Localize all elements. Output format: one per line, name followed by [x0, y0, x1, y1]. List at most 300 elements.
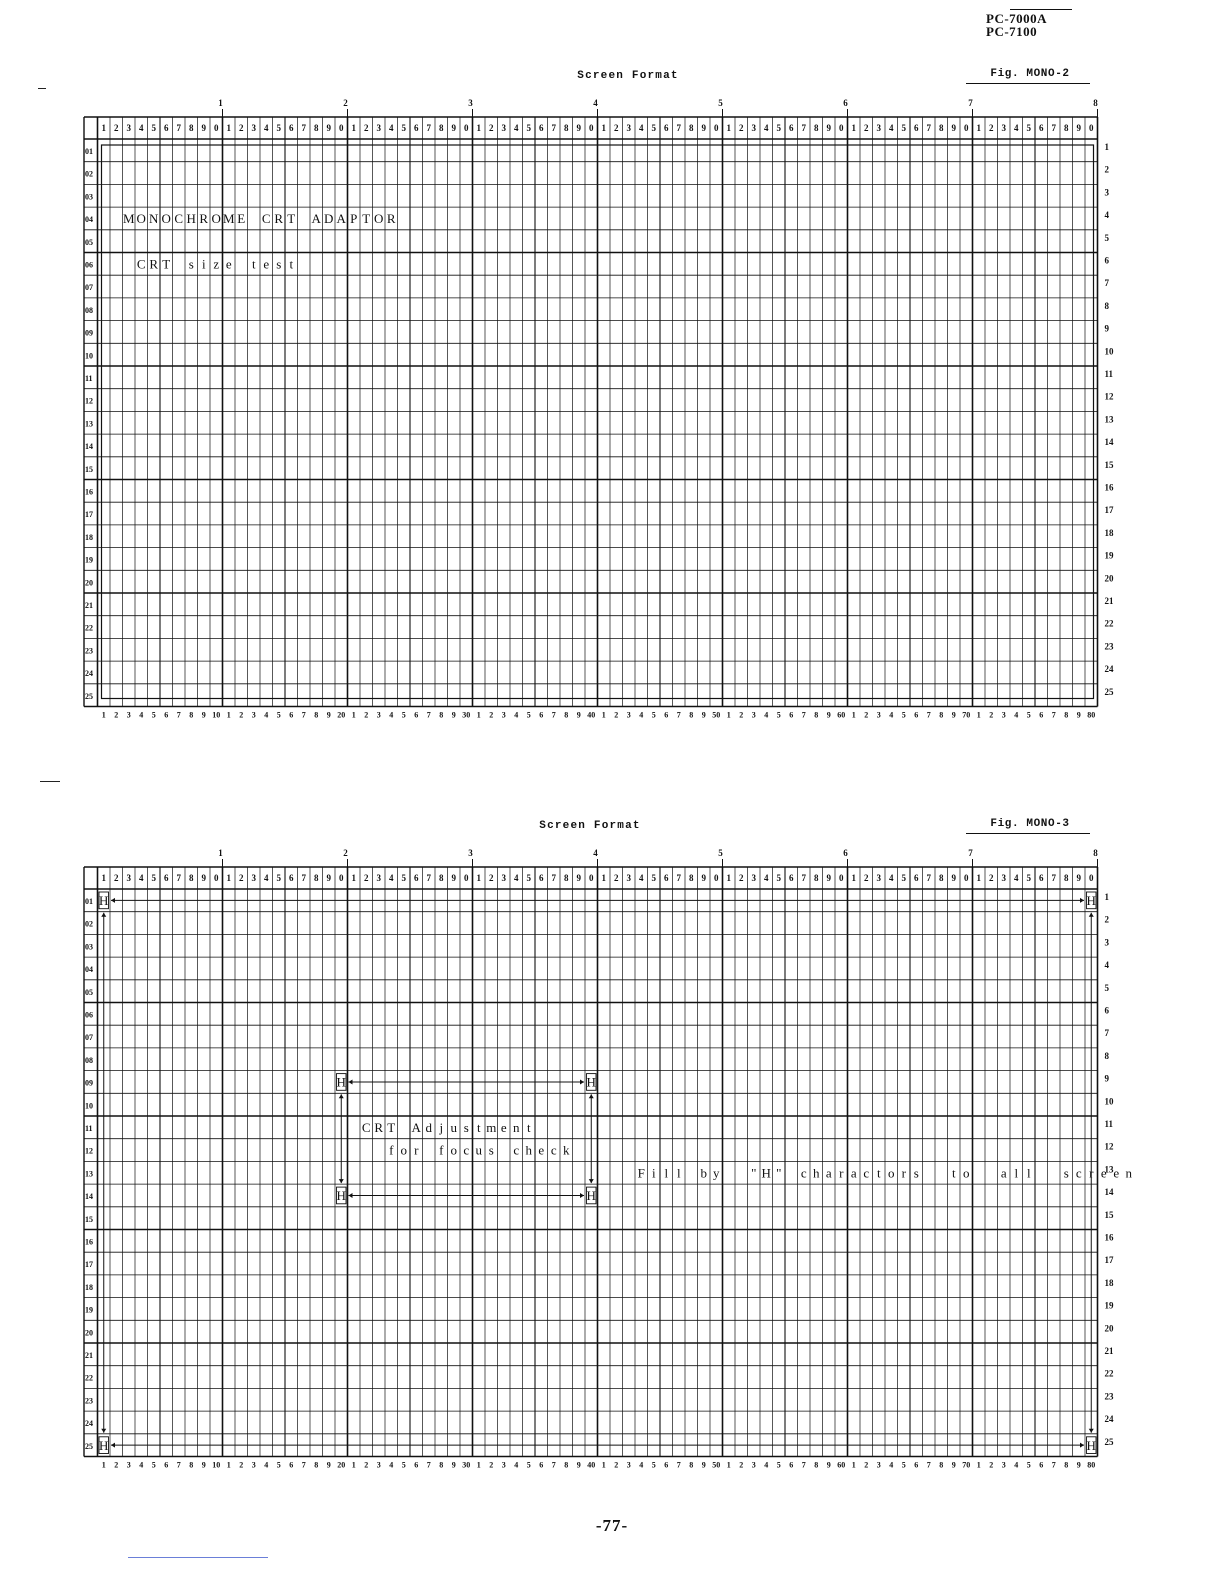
column-digit: 5 — [901, 873, 906, 883]
column-digit: 0 — [964, 873, 969, 883]
column-digit: 3 — [376, 873, 381, 883]
row-label-right: 10 — [1104, 346, 1114, 357]
cell-char: F — [637, 1165, 645, 1181]
column-label: 50 — [712, 710, 721, 720]
arrow-head — [580, 1079, 584, 1084]
cell-char: c — [800, 1165, 807, 1181]
column-digit: 5 — [776, 873, 781, 883]
column-digit: 9 — [1076, 123, 1081, 133]
arrow-head — [1089, 1429, 1094, 1433]
arrow-head — [1080, 1443, 1084, 1448]
column-label: 6 — [914, 710, 919, 720]
cell-text-crt — [362, 1120, 395, 1135]
column-digit: 6 — [164, 123, 169, 133]
cell-char: e — [538, 1142, 545, 1158]
row-label-right: 23 — [1104, 641, 1114, 652]
arrow-head — [349, 1193, 353, 1198]
row-label-right: 19 — [1104, 550, 1114, 561]
column-label: 4 — [389, 710, 394, 720]
column-digit: 2 — [114, 123, 119, 133]
row-label-right: 17 — [1104, 1255, 1114, 1266]
column-label: 8 — [439, 710, 444, 720]
column-digit: 2 — [239, 873, 244, 883]
column-digit: 6 — [1039, 873, 1044, 883]
cell-char: a — [850, 1165, 857, 1181]
row-label-left: 18 — [85, 532, 93, 542]
cell-char: r — [901, 1165, 906, 1181]
row-label-right: 18 — [1104, 1277, 1114, 1288]
column-digit: 3 — [626, 123, 631, 133]
column-digit: 4 — [139, 123, 144, 133]
column-digit: 7 — [801, 873, 806, 883]
column-digit: 8 — [314, 873, 319, 883]
row-label-left: 08 — [85, 1055, 93, 1065]
column-label: 7 — [926, 1460, 931, 1470]
cell-char: H — [1086, 1437, 1096, 1453]
cell-char: r — [1089, 1165, 1094, 1181]
cell-char: n — [513, 1120, 520, 1135]
column-label: 20 — [337, 1460, 346, 1470]
column-digit: 4 — [764, 123, 769, 133]
column-label: 1 — [226, 710, 231, 720]
column-label: 3 — [251, 1460, 256, 1470]
column-label: 3 — [626, 1460, 631, 1470]
column-label: 2 — [364, 1460, 369, 1470]
column-digit: 6 — [1039, 123, 1044, 133]
column-label: 30 — [462, 710, 471, 720]
cell-text-h — [337, 1074, 347, 1091]
column-digit: 1 — [476, 123, 481, 133]
column-label: 5 — [151, 710, 156, 720]
column-digit: 1 — [851, 123, 856, 133]
cell-char: H — [586, 1074, 596, 1090]
column-digit: 0 — [214, 873, 219, 883]
column-label: 3 — [376, 1460, 381, 1470]
cell-text-h — [1087, 892, 1097, 909]
row-label-left: 21 — [85, 601, 93, 610]
column-digit: 6 — [664, 873, 669, 883]
row-label-right: 9 — [1104, 323, 1109, 334]
arrow-head — [339, 1094, 344, 1098]
cell-char: t — [951, 1165, 956, 1181]
column-digit: 1 — [726, 123, 731, 133]
column-digit: 0 — [839, 873, 844, 883]
column-label: 2 — [364, 710, 369, 720]
ten-marker: 1 — [218, 98, 223, 108]
cell-char: O — [161, 211, 171, 227]
cell-char: e — [1113, 1165, 1120, 1181]
row-label-left: 21 — [85, 1351, 93, 1360]
arrow-head — [589, 1094, 594, 1098]
cell-char: r — [414, 1142, 419, 1158]
column-label: 6 — [414, 1460, 419, 1470]
cell-char: c — [463, 1142, 470, 1158]
column-digit: 0 — [464, 873, 469, 883]
row-label-right: 16 — [1104, 482, 1114, 493]
column-label: 6 — [664, 1460, 669, 1470]
column-digit: 5 — [1026, 123, 1031, 133]
column-digit: 0 — [589, 123, 594, 133]
column-digit: 6 — [164, 873, 169, 883]
column-digit: 4 — [1014, 123, 1019, 133]
column-digit: 5 — [526, 873, 531, 883]
cell-char: t — [476, 1120, 481, 1135]
column-label: 8 — [814, 1460, 819, 1470]
cell-text-h — [99, 892, 109, 909]
column-label: 6 — [164, 1460, 169, 1470]
row-label-left: 09 — [85, 328, 93, 338]
column-label: 1 — [976, 710, 981, 720]
column-label: 8 — [689, 710, 694, 720]
screen-format-grid-1 — [84, 98, 1114, 720]
column-digit: 8 — [814, 123, 819, 133]
cell-char: s — [188, 256, 194, 272]
row-label-left: 04 — [85, 215, 93, 225]
ten-marker: 7 — [968, 848, 973, 858]
column-digit: 0 — [714, 873, 719, 883]
column-digit: 1 — [351, 123, 356, 133]
column-label: 8 — [1064, 1460, 1069, 1470]
column-label: 1 — [351, 710, 356, 720]
cell-char: R — [386, 211, 396, 227]
column-label: 4 — [889, 710, 894, 720]
column-label: 1 — [101, 1460, 106, 1470]
row-label-left: 23 — [85, 1396, 93, 1406]
row-label-right: 5 — [1104, 232, 1109, 243]
column-digit: 7 — [1051, 123, 1056, 133]
column-digit: 5 — [651, 873, 656, 883]
column-digit: 1 — [726, 873, 731, 883]
row-label-right: 1 — [1104, 892, 1109, 902]
column-label: 80 — [1087, 1460, 1096, 1470]
column-label: 5 — [401, 1460, 406, 1470]
row-label-left: 11 — [85, 1124, 93, 1133]
row-label-left: 17 — [85, 510, 93, 520]
ten-marker: 8 — [1093, 98, 1098, 108]
row-label-right: 10 — [1104, 1096, 1114, 1107]
column-label: 7 — [676, 1460, 681, 1470]
row-label-right: 14 — [1104, 437, 1114, 448]
column-label: 3 — [126, 1460, 131, 1470]
column-label: 5 — [776, 710, 781, 720]
column-label: 9 — [201, 710, 206, 720]
column-label: 9 — [701, 710, 706, 720]
column-label: 8 — [939, 710, 944, 720]
row-label-right: 6 — [1104, 255, 1109, 266]
column-label: 6 — [289, 710, 294, 720]
row-label-right: 22 — [1104, 1368, 1114, 1379]
cell-char: " — [776, 1165, 782, 1181]
column-digit: 4 — [889, 123, 894, 133]
column-digit: 9 — [951, 123, 956, 133]
column-digit: 5 — [1026, 873, 1031, 883]
column-digit: 0 — [589, 873, 594, 883]
column-label: 4 — [514, 1460, 519, 1470]
column-digit: 4 — [1014, 873, 1019, 883]
column-label: 60 — [837, 1460, 846, 1470]
column-label: 4 — [264, 710, 269, 720]
column-digit: 9 — [951, 873, 956, 883]
cell-char: z — [213, 256, 220, 272]
cell-char: O — [211, 211, 221, 227]
row-label-right: 8 — [1104, 1050, 1109, 1061]
column-digit: 4 — [639, 123, 644, 133]
column-label: 1 — [101, 710, 106, 720]
cell-char: c — [863, 1165, 870, 1181]
column-digit: 2 — [864, 123, 869, 133]
column-digit: 0 — [339, 873, 344, 883]
column-label: 70 — [962, 710, 971, 720]
column-digit: 0 — [214, 123, 219, 133]
row-label-right: 20 — [1104, 1323, 1114, 1334]
column-digit: 9 — [576, 123, 581, 133]
column-label: 1 — [601, 1460, 606, 1470]
column-label: 9 — [326, 1460, 331, 1470]
row-label-left: 13 — [85, 1169, 93, 1179]
cell-char: H — [761, 1165, 771, 1181]
cell-char: i — [201, 256, 206, 272]
row-label-left: 16 — [85, 487, 93, 497]
cell-text-h — [337, 1187, 347, 1204]
column-label: 20 — [337, 710, 346, 720]
column-label: 5 — [526, 1460, 531, 1470]
ten-marker: 2 — [343, 98, 348, 108]
column-digit: 5 — [401, 873, 406, 883]
column-label: 4 — [389, 1460, 394, 1470]
model-name-1: PC-7000A — [986, 11, 1048, 26]
column-digit: 6 — [289, 873, 294, 883]
column-digit: 3 — [126, 873, 131, 883]
column-digit: 8 — [564, 123, 569, 133]
column-label: 7 — [301, 1460, 306, 1470]
column-digit: 7 — [551, 123, 556, 133]
cell-char: R — [374, 1120, 384, 1135]
cell-char: m — [486, 1120, 497, 1135]
arrow-head — [589, 1179, 594, 1183]
ten-marker: 6 — [843, 98, 848, 108]
cell-char: o — [963, 1165, 970, 1181]
row-label-left: 10 — [85, 1101, 93, 1111]
row-label-left: 03 — [85, 942, 93, 952]
ten-marker: 4 — [593, 98, 598, 108]
column-label: 9 — [1076, 1460, 1081, 1470]
column-digit: 9 — [201, 873, 206, 883]
column-digit: 3 — [876, 123, 881, 133]
column-label: 3 — [376, 710, 381, 720]
row-label-right: 5 — [1104, 982, 1109, 993]
column-label: 4 — [1014, 1460, 1019, 1470]
column-label: 8 — [814, 710, 819, 720]
cell-char: f — [389, 1142, 394, 1158]
column-digit: 9 — [826, 873, 831, 883]
cell-char: e — [225, 256, 232, 272]
column-label: 5 — [901, 710, 906, 720]
column-digit: 0 — [964, 123, 969, 133]
cell-char: n — [1125, 1165, 1132, 1181]
row-label-left: 05 — [85, 987, 93, 997]
cell-char: e — [263, 256, 270, 272]
row-label-right: 7 — [1104, 1028, 1109, 1039]
column-label: 9 — [826, 710, 831, 720]
model-name-2: PC-7100 — [986, 24, 1038, 39]
column-digit: 7 — [426, 873, 431, 883]
column-label: 4 — [764, 1460, 769, 1470]
column-digit: 6 — [789, 123, 794, 133]
column-label: 10 — [212, 1460, 221, 1470]
column-label: 7 — [801, 710, 806, 720]
column-label: 8 — [564, 1460, 569, 1470]
cell-char: H — [1086, 893, 1096, 908]
column-digit: 7 — [926, 873, 931, 883]
row-label-right: 15 — [1104, 459, 1114, 470]
row-label-left: 02 — [85, 169, 93, 179]
column-digit: 2 — [489, 873, 494, 883]
footer-line — [128, 1557, 268, 1558]
column-label: 7 — [426, 1460, 431, 1470]
column-label: 9 — [576, 1460, 581, 1470]
column-label: 1 — [851, 1460, 856, 1470]
column-label: 7 — [301, 710, 306, 720]
cell-char: o — [450, 1142, 457, 1158]
column-label: 7 — [176, 710, 181, 720]
sheet-2-figure-label: Fig. MONO-3 — [990, 818, 1070, 830]
column-label: 5 — [1026, 710, 1031, 720]
cell-text-check — [513, 1143, 570, 1158]
arrow-head — [101, 913, 106, 917]
column-digit: 8 — [939, 123, 944, 133]
column-digit: 4 — [139, 873, 144, 883]
column-label: 9 — [701, 1460, 706, 1470]
row-label-right: 22 — [1104, 618, 1114, 629]
screen-format-grid-2 — [84, 848, 1133, 1470]
column-label: 4 — [139, 1460, 144, 1470]
cell-text-monochrome — [123, 211, 245, 226]
column-label: 1 — [976, 1460, 981, 1470]
cell-char: t — [876, 1165, 881, 1181]
row-label-right: 19 — [1104, 1300, 1114, 1311]
cell-char: t — [289, 256, 294, 272]
arrow-head — [339, 1179, 344, 1183]
column-label: 2 — [239, 1460, 244, 1470]
column-digit: 8 — [189, 123, 194, 133]
column-label: 1 — [726, 710, 731, 720]
row-label-left: 23 — [85, 646, 93, 656]
column-label: 10 — [212, 710, 221, 720]
column-digit: 8 — [689, 873, 694, 883]
column-digit: 1 — [226, 873, 231, 883]
column-digit: 6 — [414, 123, 419, 133]
cell-char: " — [751, 1165, 757, 1181]
cell-char: f — [439, 1142, 444, 1158]
row-label-right: 4 — [1104, 210, 1109, 221]
row-label-left: 22 — [85, 623, 93, 633]
cell-char: u — [475, 1142, 482, 1158]
column-label: 8 — [564, 710, 569, 720]
row-label-left: 20 — [85, 578, 93, 588]
column-label: 8 — [189, 1460, 194, 1470]
column-digit: 0 — [464, 123, 469, 133]
column-digit: 0 — [1089, 123, 1094, 133]
column-label: 7 — [551, 1460, 556, 1470]
column-digit: 1 — [226, 123, 231, 133]
row-label-right: 18 — [1104, 527, 1114, 538]
column-digit: 1 — [351, 873, 356, 883]
cell-char: H — [99, 1437, 109, 1453]
column-label: 6 — [789, 1460, 794, 1470]
cell-char: A — [411, 1120, 421, 1135]
cell-text-fill — [638, 1165, 681, 1180]
row-label-left: 01 — [85, 147, 93, 156]
row-label-left: 12 — [85, 396, 93, 406]
column-label: 2 — [489, 1460, 494, 1470]
column-label: 3 — [501, 710, 506, 720]
column-digit: 6 — [539, 873, 544, 883]
row-label-left: 04 — [85, 965, 93, 975]
column-digit: 7 — [676, 873, 681, 883]
cell-char: R — [274, 211, 284, 227]
column-label: 70 — [962, 1460, 971, 1470]
column-label: 9 — [451, 710, 456, 720]
row-label-right: 24 — [1104, 1414, 1114, 1425]
ten-marker: 2 — [343, 848, 348, 858]
cell-char: C — [261, 211, 271, 227]
cell-char: T — [362, 211, 371, 227]
cell-char: C — [136, 256, 146, 272]
row-label-right: 3 — [1104, 937, 1109, 948]
column-digit: 9 — [826, 123, 831, 133]
row-label-right: 12 — [1104, 391, 1114, 402]
cell-char: s — [913, 1165, 919, 1181]
column-digit: 3 — [501, 123, 506, 133]
column-digit: 2 — [989, 873, 994, 883]
column-label: 8 — [189, 710, 194, 720]
column-digit: 8 — [314, 123, 319, 133]
column-digit: 2 — [489, 123, 494, 133]
column-label: 40 — [587, 710, 596, 720]
row-label-right: 8 — [1104, 300, 1109, 311]
row-label-left: 22 — [85, 1373, 93, 1383]
column-label: 6 — [539, 710, 544, 720]
column-label: 3 — [626, 710, 631, 720]
column-digit: 7 — [176, 123, 181, 133]
cell-text-adaptor — [312, 211, 396, 226]
cell-text-h — [751, 1165, 781, 1180]
column-digit: 9 — [326, 123, 331, 133]
column-digit: 1 — [101, 123, 106, 133]
column-digit: 8 — [439, 873, 444, 883]
column-label: 9 — [951, 710, 956, 720]
cell-char: t — [251, 256, 256, 272]
column-label: 7 — [1051, 710, 1056, 720]
column-label: 6 — [414, 710, 419, 720]
row-label-left: 10 — [85, 351, 93, 361]
sheet-1-title: Screen Format — [577, 70, 679, 82]
column-digit: 9 — [1076, 873, 1081, 883]
cell-char: s — [463, 1120, 469, 1135]
row-label-right: 3 — [1104, 187, 1109, 198]
cell-char: O — [374, 211, 384, 227]
cell-char: b — [700, 1165, 707, 1181]
column-digit: 3 — [626, 873, 631, 883]
row-label-left: 03 — [85, 192, 93, 202]
cell-char: H — [186, 211, 196, 227]
cell-char: H — [336, 1188, 346, 1204]
column-digit: 8 — [939, 873, 944, 883]
column-label: 9 — [951, 1460, 956, 1470]
row-label-left: 15 — [85, 464, 93, 474]
column-digit: 7 — [926, 123, 931, 133]
row-label-right: 12 — [1104, 1141, 1114, 1152]
